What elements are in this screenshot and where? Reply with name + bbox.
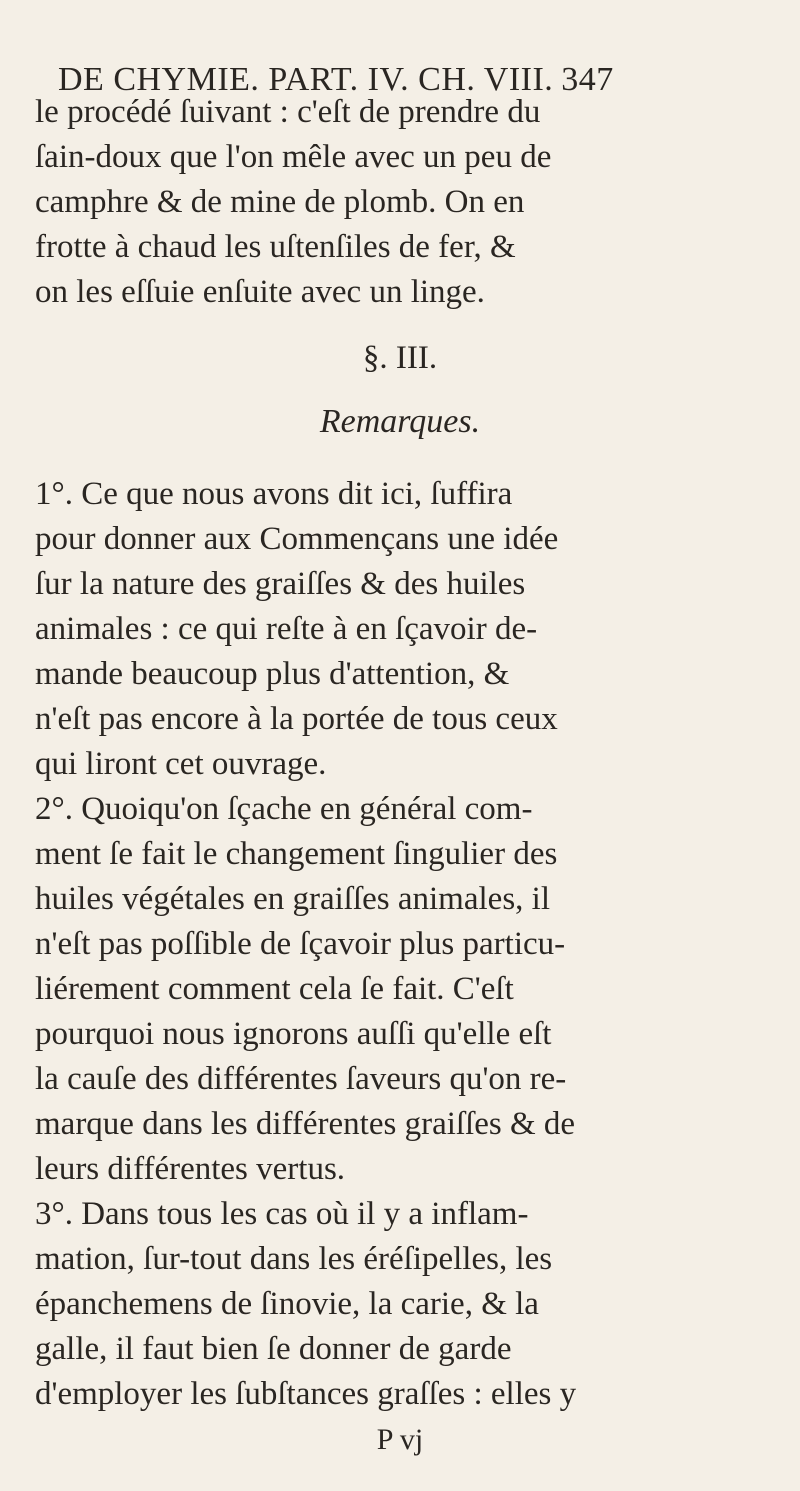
text-line: animales : ce qui reſte à en ſçavoir de- [35, 611, 538, 647]
text-line: d'employer les ſubſtances graſſes : elles y [35, 1376, 577, 1412]
text-line: 2°. Quoiqu'on ſçache en général com- [35, 791, 533, 827]
text-line: mation, ſur-tout dans les éréſipelles, les [35, 1241, 553, 1277]
text-line: mande beaucoup plus d'attention, & [35, 656, 510, 692]
text-line: n'eſt pas poſſible de ſçavoir plus particu- [35, 926, 566, 962]
text-line: n'eſt pas encore à la portée de tous ceux [35, 701, 558, 737]
page-number: 347 [561, 61, 614, 98]
text-line: qui liront cet ouvrage. [35, 746, 327, 782]
text-line: leurs différentes vertus. [35, 1151, 346, 1187]
section-number: §. III. [362, 340, 438, 376]
text-line: épanchemens de ſinovie, la carie, & la [35, 1286, 539, 1322]
text-line: liérement comment cela ſe fait. C'eſt [35, 971, 514, 1007]
text-line: la cauſe des différentes ſaveurs qu'on re- [35, 1061, 567, 1097]
text-line: on les eſſuie enſuite avec un linge. [35, 274, 485, 310]
running-title: DE CHYMIE. PART. IV. CH. VIII. [58, 61, 554, 98]
text-line: camphre & de mine de plomb. On en [35, 184, 525, 220]
text-line: marque dans les différentes graiſſes & de [35, 1106, 576, 1142]
signature-mark: P vj [376, 1423, 424, 1456]
text-line: pourquoi nous ignorons auſſi qu'elle eſt [35, 1016, 552, 1052]
text-line: ſur la nature des graiſſes & des huiles [35, 566, 526, 602]
text-line: ſain-doux que l'on mêle avec un peu de [35, 139, 552, 175]
text-line: frotte à chaud les uſtenſiles de fer, & [35, 229, 516, 265]
section-title: Remarques. [319, 403, 481, 440]
text-line: ment ſe fait le changement ſingulier des [35, 836, 558, 872]
text-line: huiles végétales en graiſſes animales, il [35, 881, 550, 917]
text-line: 3°. Dans tous les cas où il y a inflam- [35, 1196, 529, 1232]
text-line: 1°. Ce que nous avons dit ici, ſuffira [35, 476, 513, 512]
text-line: pour donner aux Commençans une idée [35, 521, 559, 557]
text-line: le procédé ſuivant : c'eſt de prendre du [35, 94, 541, 130]
text-line: galle, il faut bien ſe donner de garde [35, 1331, 512, 1367]
